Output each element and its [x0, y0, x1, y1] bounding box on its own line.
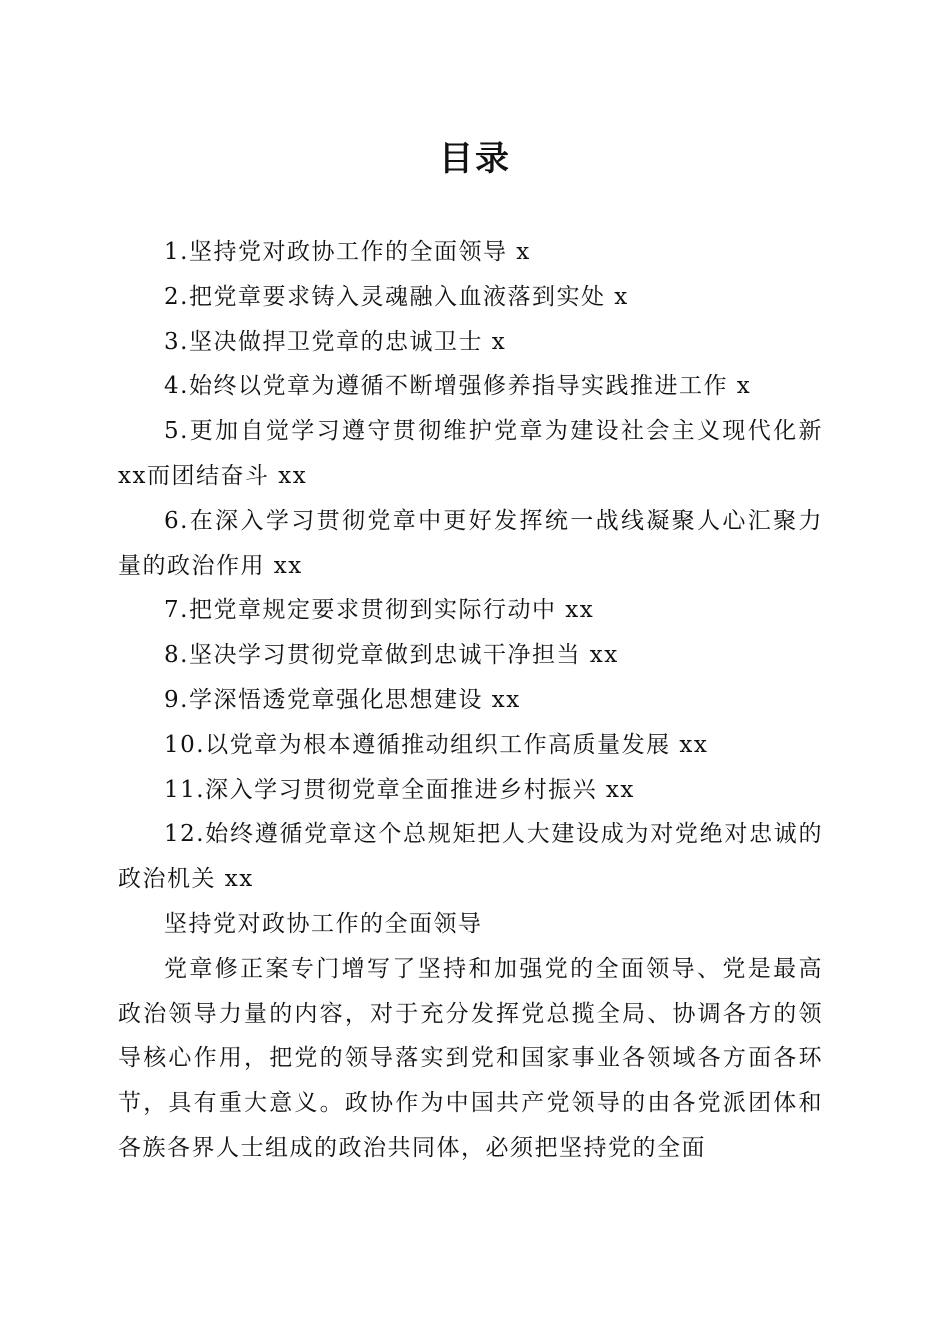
toc-item-4: 4.始终以党章为遵循不断增强修养指导实践推进工作 x	[164, 373, 752, 400]
toc-item-7: 7.把党章规定要求贯彻到实际行动中 xx	[164, 597, 595, 624]
toc-item-6: 6.在深入学习贯彻党章中更好发挥统一战线凝聚人心汇聚力量的政治作用 xx	[118, 507, 823, 579]
page-title: 目录	[439, 139, 511, 179]
toc-item-8: 8.坚决学习贯彻党章做到忠诚干净担当 xx	[164, 642, 619, 669]
toc-item-11: 11.深入学习贯彻党章全面推进乡村振兴 xx	[164, 776, 635, 803]
toc-item-1: 1.坚持党对政协工作的全面领导 x	[164, 239, 531, 265]
toc-item-12: 12.始终遵循党章这个总规矩把人大建设成为对党绝对忠诚的政治机关 xx	[118, 821, 823, 893]
toc-item-5: 5.更加自觉学习遵守贯彻维护党章为建设社会主义现代化新xx而团结奋斗 xx	[118, 418, 823, 489]
toc-item-3: 3.坚决做捍卫党章的忠诚卫士 x	[164, 328, 507, 355]
table-of-contents	[118, 230, 823, 902]
toc-item-2: 2.把党章要求铸入灵魂融入血液落到实处 x	[164, 283, 629, 310]
toc-item-10: 10.以党章为根本遵循推动组织工作高质量发展 xx	[164, 731, 709, 758]
toc-item-9: 9.学深悟透党章强化思想建设 xx	[164, 686, 521, 713]
document-body	[118, 230, 823, 1171]
section-heading: 坚持党对政协工作的全面领导	[164, 910, 483, 937]
body-paragraph: 党章修正案专门增写了坚持和加强党的全面领导、党是最高政治领导力量的内容，对于充分发挥党总揽全局、协调各方的领导核心作用，把党的领导落实到党和国家事业各领域各方面各环节，具有重大意义。政协作为中国共产党领导的由各党派团体和各族各界人士组成的政治共同体，必须把坚持党的全面	[118, 955, 823, 1161]
